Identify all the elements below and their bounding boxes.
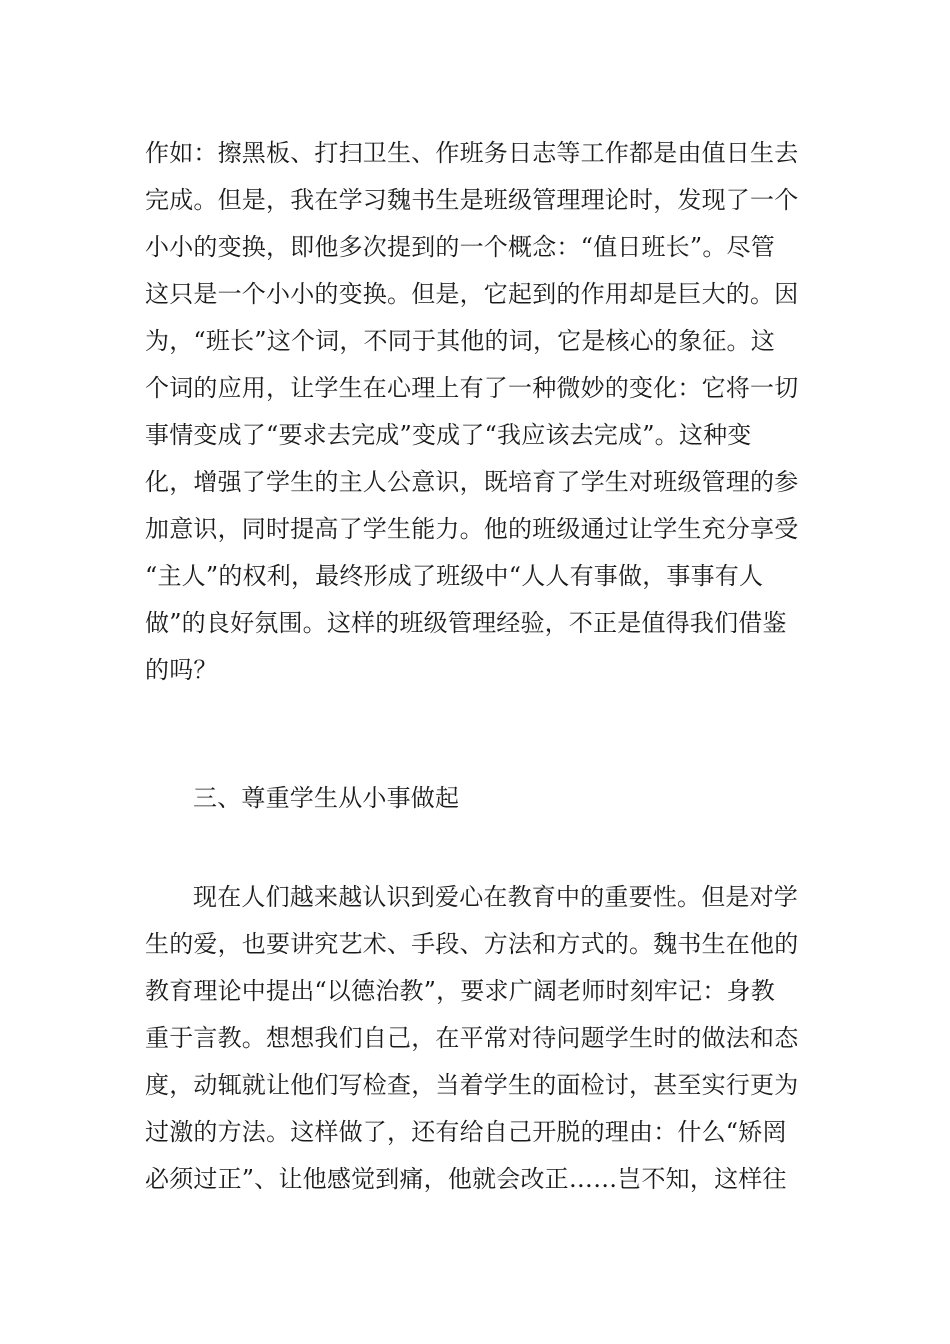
paragraph-line: 度，动辄就让他们写检查，当着学生的面检讨，甚至实行更为 [145,1071,799,1099]
paragraph-line: 这只是一个小小的变换。但是，它起到的作用却是巨大的。因 [145,280,799,308]
paragraph-line: 生的爱，也要讲究艺术、手段、方法和方式的。魏书生在他的 [145,930,799,958]
paragraph-line: 加意识，同时提高了学生能力。他的班级通过让学生充分享受 [145,515,799,543]
paragraph-line: “主人”的权利，最终形成了班级中“人人有事做，事事有人 [145,562,764,590]
paragraph-line: 过激的方法。这样做了，还有给自己开脱的理由：什么“矫罔 [145,1118,787,1146]
paragraph-line: 重于言教。想想我们自己，在平常对待问题学生时的做法和态 [145,1024,799,1052]
paragraph-line: 的吗？ [145,656,218,684]
paragraph-line: 做”的良好氛围。这样的班级管理经验，不正是值得我们借鉴 [145,609,787,637]
paragraph-line: 教育理论中提出“以德治教”，要求广阔老师时刻牢记：身教 [145,977,775,1005]
paragraph-line: 作如：擦黑板、打扫卫生、作班务日志等工作都是由值日生去 [145,139,799,167]
paragraph-line: 化，增强了学生的主人公意识，既培育了学生对班级管理的参 [145,468,799,496]
paragraph-line: 完成。但是，我在学习魏书生是班级管理理论时，发现了一个 [145,186,799,214]
paragraph-line: 小小的变换，即他多次提到的一个概念：“值日班长”。尽管 [145,233,775,261]
paragraph-line: 现在人们越来越认识到爱心在教育中的重要性。但是对学 [193,883,798,911]
paragraph-line: 为，“班长”这个词，不同于其他的词，它是核心的象征。这 [145,327,775,355]
section-heading: 三、尊重学生从小事做起 [193,784,460,812]
paragraph-line: 必须过正”、让他感觉到痛，他就会改正……岂不知，这样往 [145,1165,787,1193]
paragraph-line: 个词的应用，让学生在心理上有了一种微妙的变化：它将一切 [145,374,799,402]
paragraph-line: 事情变成了“要求去完成”变成了“我应该去完成”。这种变 [145,421,752,449]
